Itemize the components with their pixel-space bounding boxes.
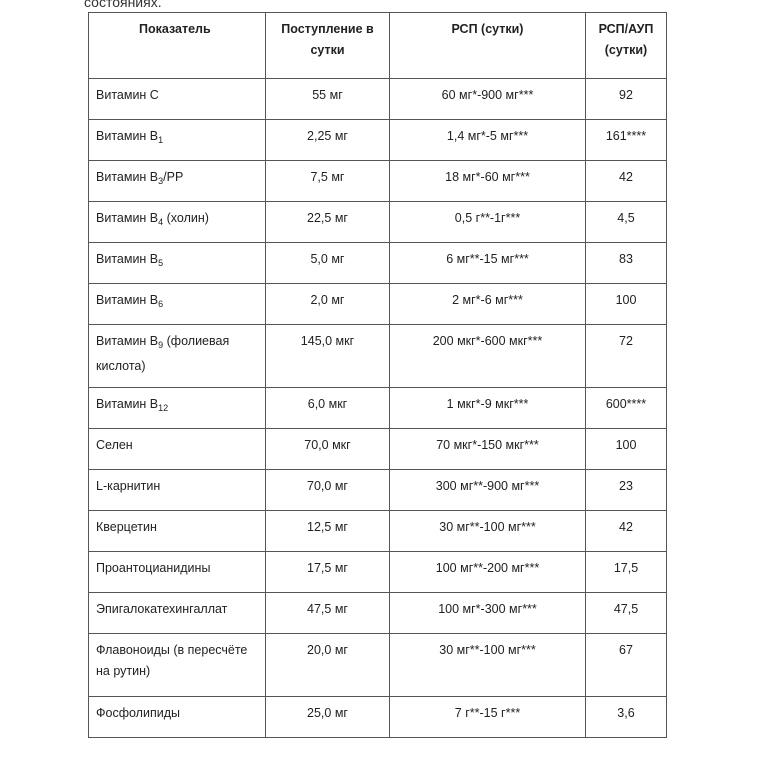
cell-indicator: [89, 697, 266, 738]
cell-rsp: 0,5 г**-1г***: [390, 202, 586, 243]
cell-indicator: [89, 552, 266, 593]
cell-indicator: [89, 284, 266, 325]
indicator-suffix: (фолиевая кислота): [96, 334, 230, 373]
cell-intake: 7,5 мг: [266, 161, 390, 202]
table-row: [89, 325, 667, 388]
indicator-name: Кверцетин: [96, 520, 157, 534]
cell-indicator: [89, 388, 266, 429]
indicator-name: Витамин C: [96, 88, 159, 102]
cell-rsp: 1 мкг*-9 мкг***: [390, 388, 586, 429]
indicator-name: Витамин B: [96, 397, 159, 411]
cell-rsp: 300 мг**-900 мг***: [390, 470, 586, 511]
cell-indicator: [89, 325, 266, 388]
table-row: [89, 634, 667, 697]
nutrients-table: [88, 12, 667, 738]
cell-intake: 17,5 мг: [266, 552, 390, 593]
cell-ratio: 83: [586, 243, 667, 284]
cell-intake: 145,0 мкг: [266, 325, 390, 388]
cell-intake: 22,5 мг: [266, 202, 390, 243]
cell-rsp: 30 мг**-100 мг***: [390, 634, 586, 697]
cell-indicator: [89, 470, 266, 511]
cell-indicator: [89, 202, 266, 243]
cell-indicator: [89, 593, 266, 634]
indicator-subscript: 6: [158, 299, 164, 309]
cell-ratio: 17,5: [586, 552, 667, 593]
cell-ratio: 42: [586, 511, 667, 552]
header-rsp-aup: РСП/АУП (сутки): [586, 13, 667, 79]
indicator-subscript: 4: [158, 217, 164, 227]
cell-rsp: 30 мг**-100 мг***: [390, 511, 586, 552]
table-row: [89, 552, 667, 593]
cell-rsp: 18 мг*-60 мг***: [390, 161, 586, 202]
cell-ratio: 3,6: [586, 697, 667, 738]
indicator-name: Витамин B: [96, 293, 159, 307]
indicator-name: Витамин B: [96, 334, 159, 348]
cell-intake: 5,0 мг: [266, 243, 390, 284]
header-intake: Поступление в сутки: [266, 13, 390, 79]
cell-intake: 2,25 мг: [266, 120, 390, 161]
table-row: [89, 470, 667, 511]
indicator-name: Фосфолипиды: [96, 706, 180, 720]
cell-rsp: 100 мг**-200 мг***: [390, 552, 586, 593]
table-row: [89, 593, 667, 634]
cell-rsp: 1,4 мг*-5 мг***: [390, 120, 586, 161]
cell-intake: 55 мг: [266, 79, 390, 120]
cell-intake: 47,5 мг: [266, 593, 390, 634]
cell-intake: 12,5 мг: [266, 511, 390, 552]
cell-ratio: 23: [586, 470, 667, 511]
cell-intake: 70,0 мг: [266, 470, 390, 511]
indicator-name: Эпигалокатехингаллат: [96, 602, 228, 616]
table-row: [89, 161, 667, 202]
cell-indicator: [89, 429, 266, 470]
cell-rsp: 200 мкг*-600 мкг***: [390, 325, 586, 388]
table-row: [89, 429, 667, 470]
cell-intake: 2,0 мг: [266, 284, 390, 325]
intro-text: состояниях.: [84, 0, 162, 10]
cell-rsp: 7 г**-15 г***: [390, 697, 586, 738]
cell-ratio: 100: [586, 429, 667, 470]
cell-intake: 20,0 мг: [266, 634, 390, 697]
indicator-name: Витамин B: [96, 252, 159, 266]
table-row: [89, 243, 667, 284]
cell-ratio: 100: [586, 284, 667, 325]
table-row: [89, 284, 667, 325]
cell-indicator: [89, 243, 266, 284]
indicator-subscript: 5: [158, 258, 164, 268]
cell-indicator: [89, 120, 266, 161]
cell-rsp: 70 мкг*-150 мкг***: [390, 429, 586, 470]
indicator-subscript: 9: [158, 340, 164, 350]
indicator-name: Витамин B: [96, 211, 159, 225]
indicator-suffix: /PP: [163, 170, 184, 184]
cell-indicator: [89, 634, 266, 697]
cell-indicator: [89, 161, 266, 202]
cell-intake: 70,0 мкг: [266, 429, 390, 470]
indicator-name: L-карнитин: [96, 479, 161, 493]
header-indicator: Показатель: [89, 13, 266, 79]
cell-ratio: 161****: [586, 120, 667, 161]
indicator-name: Селен: [96, 438, 133, 452]
indicator-name: Флавоноиды (в пересчёте на рутин): [96, 643, 248, 678]
cell-rsp: 100 мг*-300 мг***: [390, 593, 586, 634]
table-row: [89, 202, 667, 243]
table-body: [89, 79, 667, 738]
indicator-subscript: 3: [158, 176, 164, 186]
table-row: [89, 697, 667, 738]
cell-intake: 6,0 мкг: [266, 388, 390, 429]
cell-rsp: 2 мг*-6 мг***: [390, 284, 586, 325]
indicator-name: Проантоцианидины: [96, 561, 211, 575]
table-row: [89, 79, 667, 120]
cell-rsp: 60 мг*-900 мг***: [390, 79, 586, 120]
indicator-subscript: 12: [158, 403, 169, 413]
table-row: [89, 511, 667, 552]
indicator-name: Витамин B: [96, 129, 159, 143]
cell-ratio: 92: [586, 79, 667, 120]
cell-intake: 25,0 мг: [266, 697, 390, 738]
table-row: [89, 120, 667, 161]
indicator-subscript: 1: [158, 135, 164, 145]
indicator-suffix: (холин): [163, 211, 209, 225]
cell-indicator: [89, 79, 266, 120]
cell-ratio: 67: [586, 634, 667, 697]
cell-ratio: 72: [586, 325, 667, 388]
indicator-name: Витамин B: [96, 170, 159, 184]
table-header-row: [89, 13, 667, 79]
cell-ratio: 600****: [586, 388, 667, 429]
cell-ratio: 47,5: [586, 593, 667, 634]
cell-ratio: 4,5: [586, 202, 667, 243]
cell-indicator: [89, 511, 266, 552]
table-row: [89, 388, 667, 429]
cell-rsp: 6 мг**-15 мг***: [390, 243, 586, 284]
cell-ratio: 42: [586, 161, 667, 202]
header-rsp: РСП (сутки): [390, 13, 586, 79]
